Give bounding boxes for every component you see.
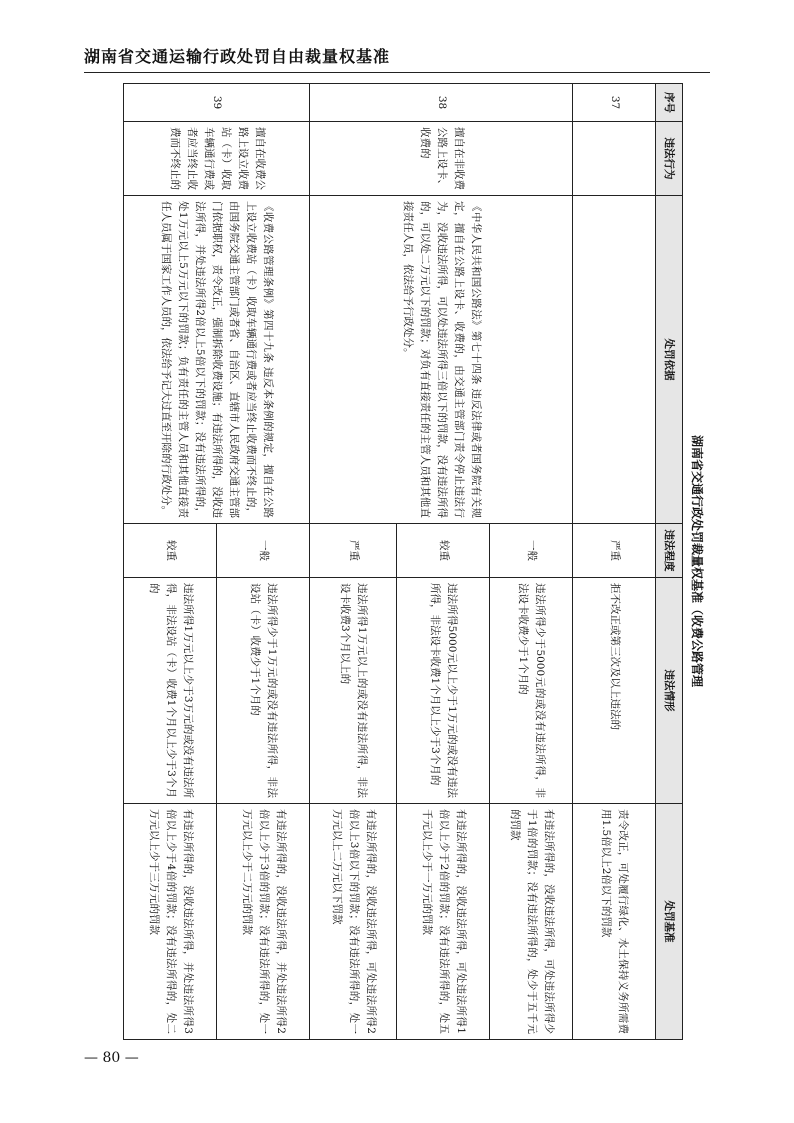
cell-penalty: 有违法所得的，没收违法所得，可处违法所得1倍以上少于2倍的罚款；没有违法所得的，处五千元以上少于一万元的罚款	[397, 804, 490, 1040]
header-behavior: 违法行为	[656, 122, 683, 196]
cell-situation: 拒不改正或第三次及以上违法的	[573, 578, 656, 804]
rotated-table-container	[121, 83, 709, 1039]
header-no: 序号	[656, 84, 683, 122]
cell-no: 38	[310, 84, 573, 122]
cell-penalty: 有违法所得的，没收违法所得，可处违法所得少于1倍的罚款；没有违法所得的，处少于五千元的罚款	[490, 804, 573, 1040]
table-row	[217, 84, 310, 1040]
cell-situation: 违法所得1万元以上少于3万元的或没有违法所得，非法设站（卡）收费1个月以上少于3个月的	[124, 578, 217, 804]
header-situation: 违法情形	[656, 578, 683, 804]
cell-degree: 较重	[124, 524, 217, 578]
cell-basis: 《收费公路管理条例》第四十九条 违反本条例的规定，擅自在公路上设立收费站（卡）收取车辆通行费或者应当终止收费而不终止的，由国务院交通主管部门或者省、自治区、直辖市人民政府交通主管部门依据职权，责令改正，强制拆除收费设施；有违法所得的，没收违法所得，并处违法所得2倍以上5倍以下的罚款；没有违法所得的，处1万元以上5万元以下的罚款；负有责任的主管人员和其他直接责任人员属于国家工作人员的，依法给予记大过直至开除的行政处分。	[124, 196, 310, 524]
cell-situation: 违法所得1万元以上的或没有违法所得，非法设卡收费3个月以上的	[310, 578, 397, 804]
cell-penalty: 有违法所得的，没收违法所得，并处违法所得2倍以上少于3倍的罚款；没有违法所得的，处一万元以上少于二万元的罚款	[217, 804, 310, 1040]
page-number: — 80 —	[84, 1050, 139, 1066]
cell-degree: 一般	[490, 524, 573, 578]
table-row	[490, 84, 573, 1040]
header-degree: 违法程度	[656, 524, 683, 578]
cell-degree: 严重	[573, 524, 656, 578]
cell-no: 37	[573, 84, 656, 122]
cell-degree: 一般	[217, 524, 310, 578]
running-header: 湖南省交通运输行政处罚自由裁量权基准	[84, 47, 391, 66]
header-penalty: 处罚基准	[656, 804, 683, 1040]
table-row	[573, 84, 656, 1040]
table-title: 湖南省交通行政处罚裁量权基准（收费公路管理	[690, 434, 704, 687]
cell-basis	[573, 196, 656, 524]
table-header-row	[656, 84, 683, 1040]
header-rule	[84, 72, 710, 73]
cell-behavior	[573, 122, 656, 196]
cell-degree: 严重	[310, 524, 397, 578]
cell-behavior: 擅自在收费公路上设立收费站（卡）收取车辆通行费或者应当终止收费而不终止的	[124, 122, 310, 196]
cell-situation: 违法所得少于5000元的或没有违法所得，非法设卡收费少于1个月的	[490, 578, 573, 804]
cell-situation: 违法所得少于1万元的或没有违法所得，非法设站（卡）收费少于1个月的	[217, 578, 310, 804]
penalty-table	[123, 83, 683, 1040]
cell-no: 39	[124, 84, 310, 122]
cell-penalty: 有违法所得的，没收违法所得，并处违法所得3倍以上少于4倍的罚款；没有违法所得的，处二万元以上少于三万元的罚款	[124, 804, 217, 1040]
cell-basis: 《中华人民共和国公路法》第七十四条 违反法律或者国务院有关规定，擅自在公路上设卡、收费的，由交通主管部门责令停止违法行为，没收违法所得，可以处违法所得三倍以下的罚款，没有违法所得的，可以处二万元以下的罚款；对负有直接责任的主管人员和其他直接责任人员，依法给予行政处分。	[310, 196, 573, 524]
cell-situation: 违法所得5000元以上少于1万元的或没有违法所得，非法设卡收费1个月以上少于3个月的	[397, 578, 490, 804]
cell-behavior: 擅自在非收费公路上设卡、收费的	[310, 122, 573, 196]
cell-degree: 较重	[397, 524, 490, 578]
header-basis: 处罚依据	[656, 196, 683, 524]
cell-penalty: 责令改正，可处履行绿化、水土保持义务所需费用1.5倍以上2倍以下的罚款	[573, 804, 656, 1040]
cell-penalty: 有违法所得的，没收违法所得，可处违法所得2倍以上3倍以下的罚款；没有违法所得的，处一万元以上二万元以下罚款	[310, 804, 397, 1040]
